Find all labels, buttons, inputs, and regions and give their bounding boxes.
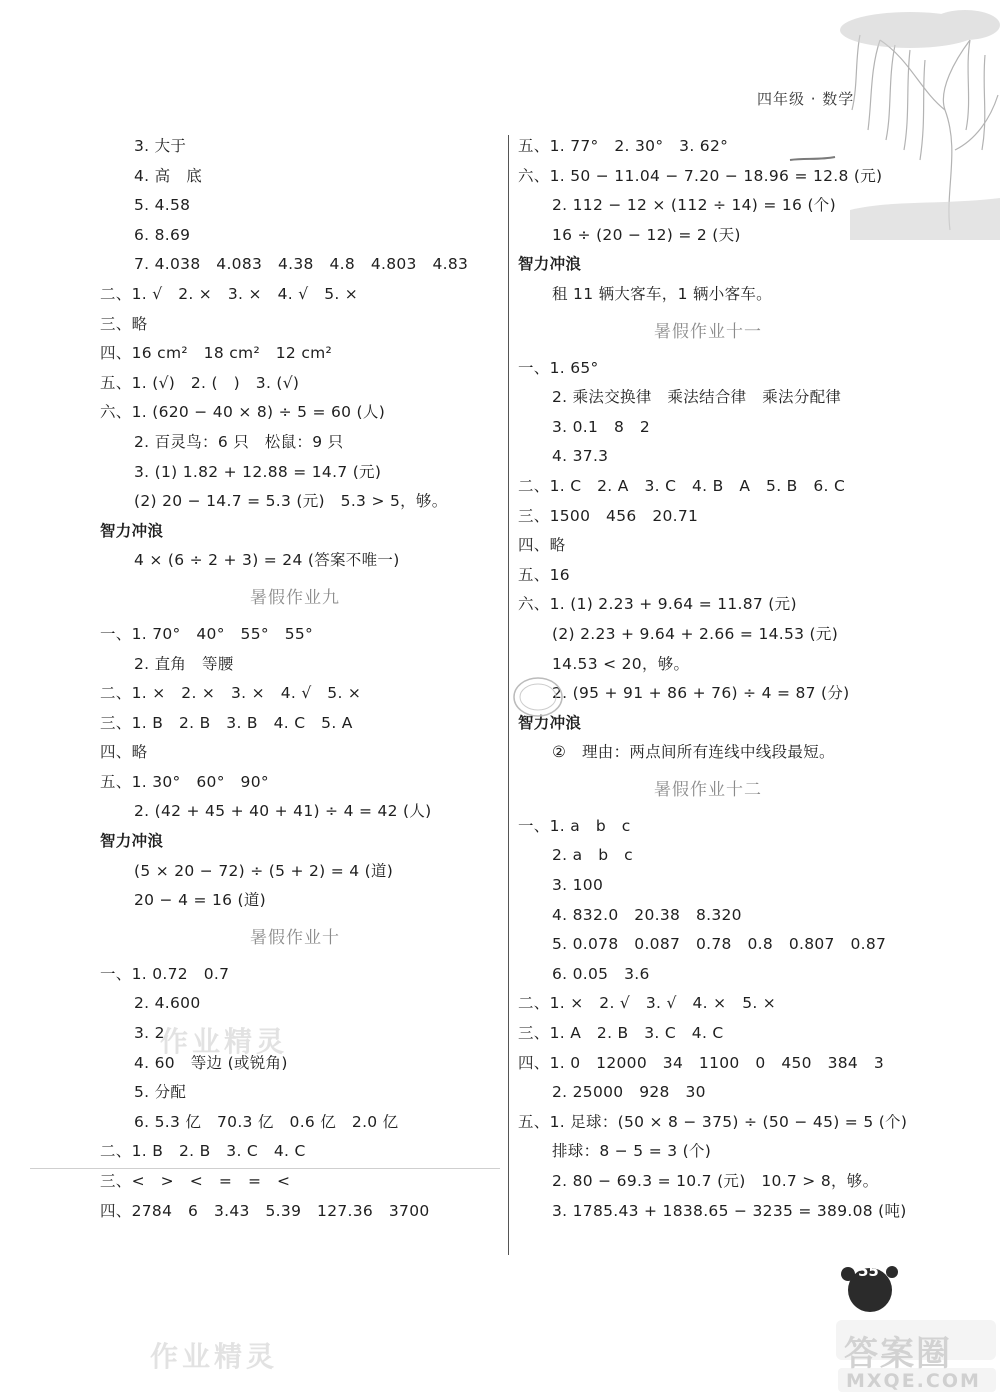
answer-line: 4. 37.3	[552, 447, 609, 466]
answer-line: 一、1. a b c	[518, 816, 631, 835]
section-heading: 暑假作业九	[250, 587, 340, 608]
answer-line: 四、略	[100, 743, 148, 762]
answer-line: 6. 8.69	[134, 225, 191, 244]
answer-line: 二、1. √ 2. × 3. × 4. √ 5. ×	[100, 284, 359, 303]
watermark-top: 作业精灵	[160, 1025, 289, 1058]
page-number: 55	[858, 1262, 879, 1280]
subsection-label: 智力冲浪	[518, 713, 582, 732]
answer-line: 二、1. C 2. A 3. C 4. B A 5. B 6. C	[518, 476, 846, 495]
section-heading: 暑假作业十二	[654, 779, 762, 800]
answer-line: 二、1. B 2. B 3. C 4. C	[100, 1142, 306, 1161]
subsection-label: 智力冲浪	[100, 521, 164, 540]
answer-line: 六、1. (620 − 40 × 8) ÷ 5 = 60 (人)	[100, 403, 386, 422]
answer-line: (2) 20 − 14.7 = 5.3 (元) 5.3 > 5，够。	[134, 492, 448, 511]
answer-line: 五、1. (√) 2. ( ) 3. (√)	[100, 373, 300, 392]
stamp-mark	[510, 672, 570, 722]
answer-line: 六、1. 50 − 11.04 − 7.20 − 18.96 = 12.8 (元)	[518, 166, 883, 185]
watermark-bottom: 作业精灵	[150, 1340, 279, 1373]
answer-line: 五、1. 30° 60° 90°	[100, 772, 269, 791]
answer-line: 五、1. 足球：(50 × 8 − 375) ÷ (50 − 45) = 5 (个)	[518, 1112, 908, 1131]
answer-line: (2) 2.23 + 9.64 + 2.66 = 14.53 (元)	[552, 624, 839, 643]
answer-line: 7. 4.038 4.083 4.38 4.8 4.803 4.83	[134, 255, 469, 274]
section-heading: 暑假作业十	[250, 927, 340, 948]
column-divider	[508, 135, 509, 1255]
answer-line: 2. (95 + 91 + 86 + 76) ÷ 4 = 87 (分)	[552, 684, 850, 703]
subsection-label: 智力冲浪	[100, 832, 164, 851]
answer-line: 2. 25000 928 30	[552, 1083, 706, 1102]
answer-line: 3. 大于	[134, 137, 187, 155]
answer-line: 四、略	[518, 536, 566, 555]
logo-url-text: MXQE.COM	[846, 1370, 981, 1392]
answer-line: 三、1500 456 20.71	[518, 506, 699, 525]
answer-line: 一、1. 0.72 0.7	[100, 964, 230, 983]
answer-line: 租 11 辆大客车，1 辆小客车。	[552, 284, 772, 303]
answer-line: 2. (42 + 45 + 40 + 41) ÷ 4 = 42 (人)	[134, 802, 432, 821]
answer-line: 6. 0.05 3.6	[552, 964, 650, 983]
answer-line: 五、16	[518, 565, 570, 584]
answer-line: 二、1. × 2. × 3. × 4. √ 5. ×	[100, 684, 362, 703]
answer-line: 3. 1785.43 + 1838.65 − 3235 = 389.08 (吨)	[552, 1201, 907, 1220]
answer-line: 一、1. 65°	[518, 358, 599, 377]
answer-line: 20 − 4 = 16 (道)	[134, 891, 267, 910]
answer-line: 四、1. 0 12000 34 1100 0 450 384 3	[518, 1053, 885, 1072]
answer-line: 3. (1) 1.82 + 12.88 = 14.7 (元)	[134, 462, 382, 481]
answer-line: 六、1. (1) 2.23 + 9.64 = 11.87 (元)	[518, 595, 797, 614]
answer-line: 三、1. B 2. B 3. B 4. C 5. A	[100, 713, 353, 732]
answer-line: 3. 100	[552, 876, 604, 895]
answer-line: 五、1. 77° 2. 30° 3. 62°	[518, 137, 729, 155]
answer-line: 排球：8 − 5 = 3 (个)	[552, 1142, 712, 1161]
section-heading: 暑假作业十一	[654, 321, 762, 342]
answer-line: 6. 5.3 亿 70.3 亿 0.6 亿 2.0 亿	[134, 1112, 399, 1131]
answer-line: 2. 直角 等腰	[134, 654, 234, 673]
answer-line: ② 理由：两点间所有连线中线段最短。	[552, 743, 835, 762]
left-answer-column	[100, 132, 490, 1226]
answer-line: 2. a b c	[552, 846, 633, 865]
answer-line: 4. 832.0 20.38 8.320	[552, 905, 742, 924]
answer-line: 2. 80 − 69.3 = 10.7 (元) 10.7 > 8，够。	[552, 1172, 879, 1190]
answer-line: 四、16 cm² 18 cm² 12 cm²	[100, 344, 333, 363]
answer-line: 2. 百灵鸟：6 只 松鼠：9 只	[134, 432, 344, 451]
answer-line: 三、1. A 2. B 3. C 4. C	[518, 1024, 724, 1043]
logo-text: 答案圈	[844, 1334, 952, 1374]
right-answer-column	[518, 132, 908, 1226]
subsection-label: 智力冲浪	[518, 255, 582, 274]
answer-line: 16 ÷ (20 − 12) = 2 (天)	[552, 225, 741, 244]
answer-line: 3. 2	[134, 1024, 165, 1043]
answer-line: 14.53 < 20，够。	[552, 654, 690, 673]
answer-line: 二、1. × 2. √ 3. √ 4. × 5. ×	[518, 994, 777, 1013]
answer-line: 4 × (6 ÷ 2 + 3) = 24 (答案不唯一)	[134, 551, 400, 570]
answer-line: 一、1. 70° 40° 55° 55°	[100, 624, 314, 643]
answer-line: 三、略	[100, 314, 148, 333]
answer-line: 三、< > < = = <	[100, 1172, 291, 1190]
answer-line: 4. 60 等边 (或锐角)	[134, 1053, 288, 1072]
answer-line: 5. 4.58	[134, 196, 191, 215]
answer-line: 2. 乘法交换律 乘法结合律 乘法分配律	[552, 388, 842, 407]
answer-line: 5. 0.078 0.087 0.78 0.8 0.807 0.87	[552, 935, 887, 954]
answer-line: 5. 分配	[134, 1083, 187, 1102]
answer-line: 4. 高 底	[134, 166, 203, 185]
answer-line: 四、2784 6 3.43 5.39 127.36 3700	[100, 1201, 430, 1220]
answer-line: (5 × 20 − 72) ÷ (5 + 2) = 4 (道)	[134, 861, 394, 880]
answer-line: 2. 4.600	[134, 994, 201, 1013]
grade-subject-label: 四年级 · 数学	[757, 90, 855, 108]
answer-line: 2. 112 − 12 × (112 ÷ 14) = 16 (个)	[552, 196, 836, 215]
answer-line: 3. 0.1 8 2	[552, 417, 651, 436]
